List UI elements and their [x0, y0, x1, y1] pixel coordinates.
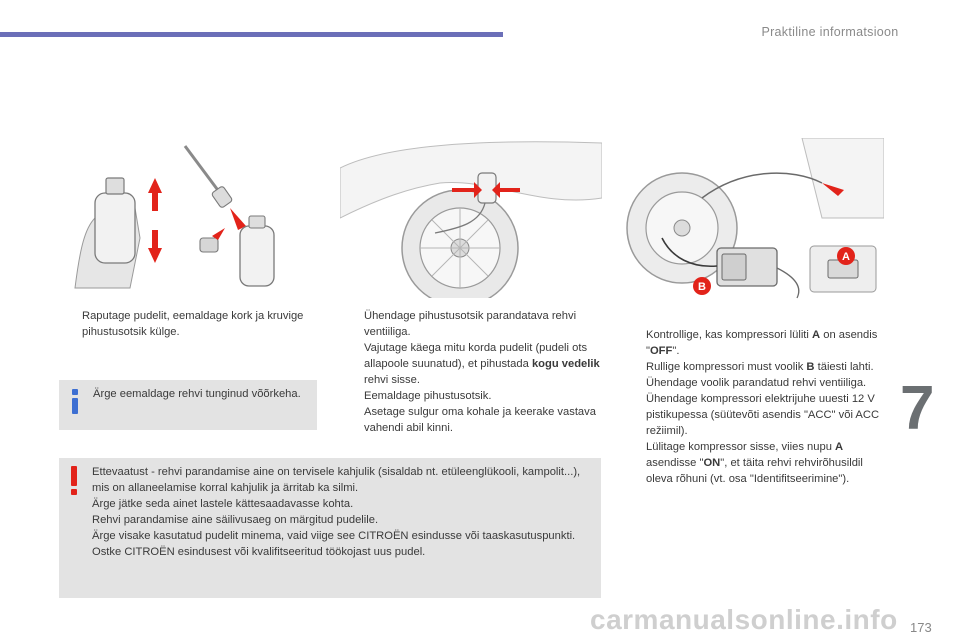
step-item: Kontrollige, kas kompressori lüliti A on asendis "OFF".	[646, 329, 878, 357]
sealant-bottle-icon	[60, 138, 318, 298]
warning-text: Ettevaatust - rehvi parandamise aine on tervisele kahjulik (sisaldab nt. etüleenglükooli, kampolit...), mis on allaneelamise korral kahjulik ja ärritab ka silmi. Ärge jätke seda ainet lastele kättesaadavasse kohta. Rehvi parandamise aine säilivusaeg on märgitud pudelile. Ärge visake kasutatud pudelit minema, vaid viige see CITROËN esindusse või taaskasutuspunkti. Ostke CITROËN esindusest või kvalifitseeritud töökojast uus pudel.	[92, 466, 581, 558]
step-item: Asetage sulgur oma kohale ja keerake vastava vahendi abil kinni.	[364, 406, 596, 434]
info-icon	[71, 389, 79, 415]
label-b: B	[698, 281, 706, 293]
compressor-icon	[622, 138, 884, 306]
step-item: Ühendage pihustusotsik parandatava rehvi ventiiliga.	[364, 310, 577, 338]
page-number: 173	[910, 620, 932, 635]
label-a: A	[842, 251, 850, 263]
watermark: carmanualsonline.info	[590, 604, 898, 635]
step-item: Ühendage voolik parandatud rehvi ventiiliga.	[646, 377, 867, 389]
column-2-steps	[342, 308, 604, 436]
wheel-valve-illustration	[340, 138, 602, 298]
tyre-valve-icon	[340, 138, 602, 298]
header-accent-bar	[0, 32, 503, 37]
column-3-steps	[624, 327, 892, 487]
info-text: Ärge eemaldage rehvi tunginud võõrkeha.	[93, 388, 301, 400]
step-item: Lülitage kompressor sisse, viies nupu A asendisse "ON", et täita rehvi rehvirõhusildil oleva rõhuni (vt. osa "Identifitseerimine").	[646, 441, 863, 485]
column-1-steps	[60, 308, 310, 340]
step-item: Eemaldage pihustusotsik.	[364, 390, 492, 402]
step-item: Rullige kompressori must voolik B täiesti lahti.	[646, 361, 874, 373]
step-item: Raputage pudelit, eemaldage kork ja kruvige pihustusotsik külge.	[82, 310, 304, 338]
chapter-number: 7	[900, 374, 935, 443]
warning-icon	[69, 466, 79, 498]
info-box	[59, 380, 317, 430]
step-item: Ühendage kompressori elektrijuhe uuesti 12 V pistikupessa (süütevõti asendis "ACC" või ACC režiimil).	[646, 393, 880, 437]
step-item: Vajutage käega mitu korda pudelit (pudeli ots allapoole suunatud), et pihustada kogu vedelik rehvi sisse.	[364, 342, 600, 386]
compressor-illustration	[622, 138, 884, 306]
warning-box	[59, 458, 601, 598]
sealant-bottle-illustration	[60, 138, 318, 298]
section-title: Praktiline informatsioon	[761, 25, 899, 39]
